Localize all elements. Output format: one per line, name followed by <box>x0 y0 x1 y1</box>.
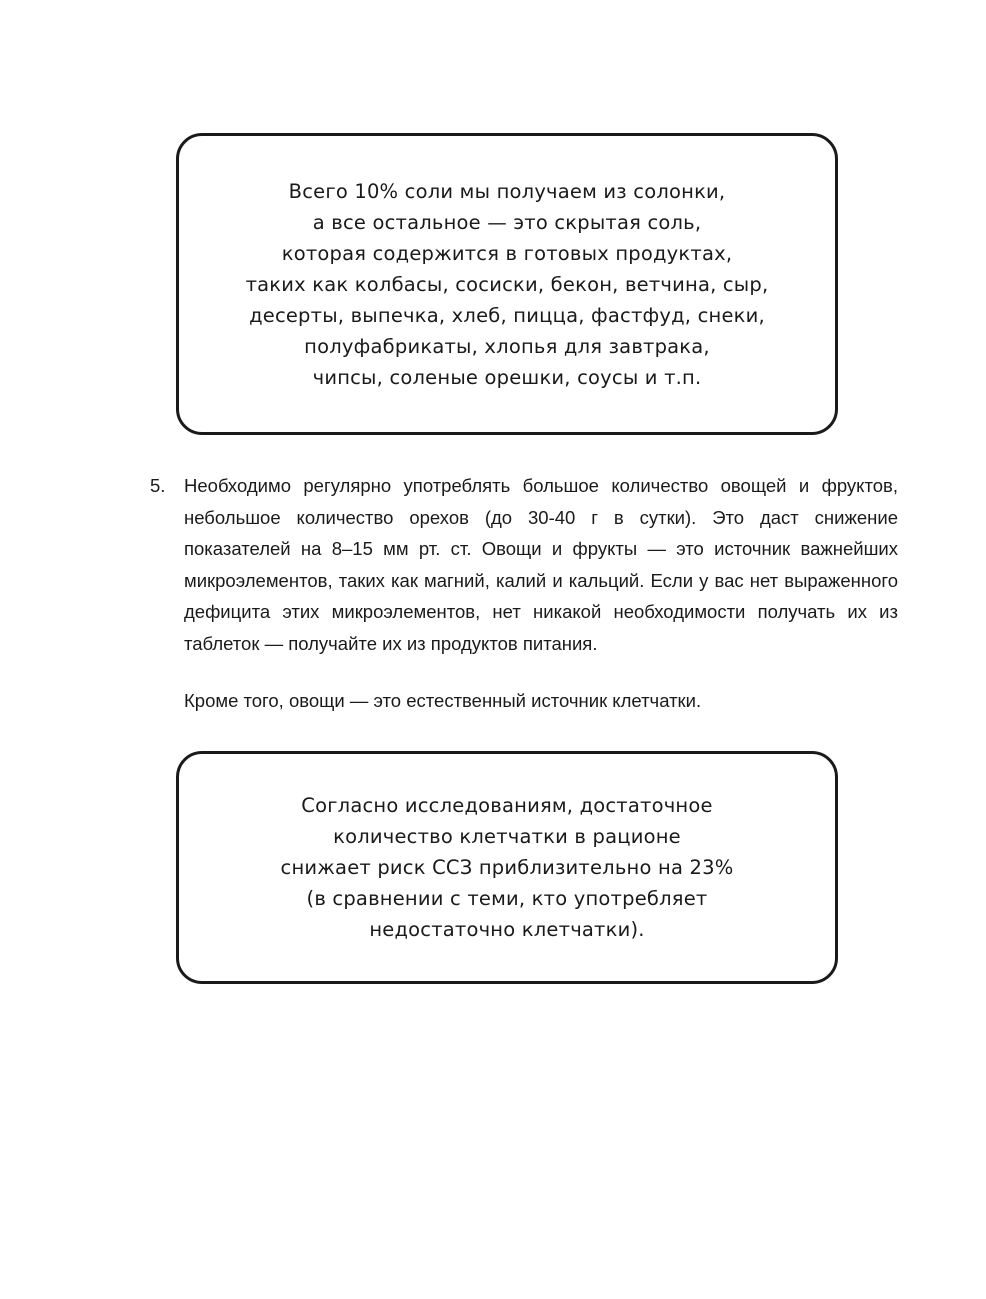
callout-line: таких как колбасы, сосиски, бекон, ветчина, сыр, <box>245 272 769 296</box>
callout-line: чипсы, соленые орешки, соусы и т.п. <box>312 365 702 389</box>
callout-line: (в сравнении с теми, кто употребляет <box>306 887 708 910</box>
paragraph-fiber-source: Кроме того, овощи — это естественный источник клетчатки. <box>184 690 702 711</box>
callout-line: полуфабрикаты, хлопья для завтрака, <box>304 334 710 358</box>
callout-box-hidden-salt <box>176 133 838 435</box>
callout-line: которая содержится в готовых продуктах, <box>281 241 733 265</box>
list-item-body <box>184 470 898 717</box>
callout-line: Согласно исследованиям, достаточное <box>301 794 713 817</box>
numbered-list-item-5 <box>150 470 898 717</box>
paragraph-vegetables-fruits: Необходимо регулярно употреблять большое количество овощей и фруктов, небольшое количество орехов (до 30-40 г в сутки). Это даст снижение показателей на 8–15 мм рт. ст. Овощи и фрукты — это источник важнейших микроэлементов, таких как магний, калий и кальций. Если у вас нет выраженного дефицита этих микроэлементов, нет никакой необходимости получать их из таблеток — получайте их из продуктов питания. <box>184 475 898 654</box>
callout-line: а все остальное — это скрытая соль, <box>312 210 702 234</box>
callout-line: снижает риск ССЗ приблизительно на 23% <box>280 856 734 879</box>
callout-line: количество клетчатки в рационе <box>333 825 681 848</box>
callout-line: Всего 10% соли мы получаем из солонки, <box>288 179 726 203</box>
callout-box-fiber-research <box>176 751 838 984</box>
callout-line: недостаточно клетчатки). <box>369 918 645 941</box>
list-item-number: 5. <box>150 475 166 496</box>
callout-line: десерты, выпечка, хлеб, пицца, фастфуд, снеки, <box>249 303 765 327</box>
